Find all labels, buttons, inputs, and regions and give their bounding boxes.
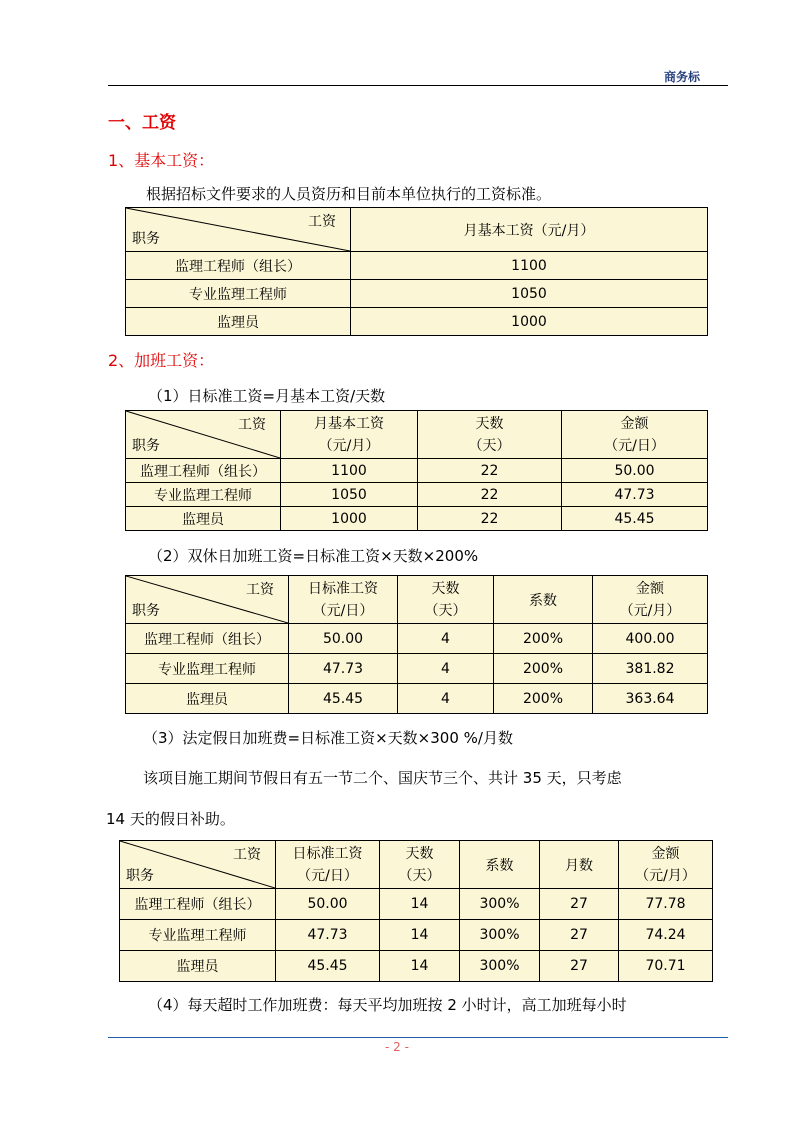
- paragraph-weekend: （2）双休日加班工资=日标准工资×天数×200%: [148, 547, 479, 565]
- basic-wage-table: [125, 207, 708, 336]
- column-header: 月数: [540, 841, 619, 889]
- column-header: 金额 （元/月）: [593, 576, 708, 624]
- column-header: 系数: [494, 576, 593, 624]
- holiday-overtime-table: [119, 840, 713, 982]
- weekend-overtime-table: [125, 575, 708, 714]
- column-header: 月基本工资（元/月）: [351, 208, 708, 252]
- table-row: [126, 280, 708, 308]
- column-header: 日标准工资 （元/日）: [276, 841, 380, 889]
- column-header: 金额 （元/月）: [619, 841, 713, 889]
- diagonal-header-cell: [126, 576, 289, 624]
- table-row: [126, 252, 708, 280]
- value-cell: 1000: [351, 308, 708, 336]
- column-header: 天数 （天）: [380, 841, 460, 889]
- footer-rule: [108, 1037, 728, 1038]
- value-cell: 1100: [351, 252, 708, 280]
- table-row: 监理员 1000 22 45.45: [126, 507, 708, 531]
- role-cell: 监理工程师（组长）: [126, 252, 351, 280]
- table-row: 监理工程师（组长） 50.00 4 200% 400.00: [126, 624, 708, 654]
- page-number: - 2 -: [385, 1040, 409, 1054]
- paragraph-holiday-formula: （3）法定假日加班费=日标准工资×天数×300 %/月数: [143, 729, 513, 747]
- header-title: 商务标: [663, 70, 700, 84]
- role-cell: 监理员: [126, 308, 351, 336]
- header-rule: [108, 85, 728, 86]
- diag-bottom-label: 职务: [132, 603, 160, 619]
- table-row: 监理工程师（组长） 1100 22 50.00: [126, 459, 708, 483]
- diag-top-label: 工资: [308, 214, 336, 230]
- role-cell: 专业监理工程师: [126, 280, 351, 308]
- table-row: [126, 308, 708, 336]
- section-title: 一、工资: [108, 113, 176, 133]
- diag-bottom-label: 职务: [126, 868, 154, 884]
- table-row: 监理工程师（组长） 50.00 14 300% 27 77.78: [120, 889, 713, 920]
- table-row: 专业监理工程师 47.73 14 300% 27 74.24: [120, 920, 713, 951]
- paragraph-basic: 根据招标文件要求的人员资历和目前本单位执行的工资标准。: [146, 185, 552, 203]
- diag-top-label: 工资: [246, 582, 274, 598]
- diagonal-header-cell: [126, 208, 351, 252]
- diag-top-label: 工资: [238, 417, 266, 433]
- diagonal-header-cell: [126, 411, 281, 459]
- column-header: 天数 （天）: [418, 411, 562, 459]
- daily-wage-table: [125, 410, 708, 531]
- column-header: 日标准工资 （元/日）: [289, 576, 398, 624]
- subsection-title-basic: 1、基本工资：: [108, 151, 215, 170]
- table-row: 监理员 45.45 14 300% 27 70.71: [120, 951, 713, 982]
- diagonal-header-cell: [120, 841, 276, 889]
- column-header: 天数 （天）: [398, 576, 494, 624]
- diag-top-label: 工资: [233, 847, 261, 863]
- table-row: 监理员 45.45 4 200% 363.64: [126, 684, 708, 714]
- subsection-title-overtime: 2、加班工资：: [108, 351, 215, 370]
- column-header: 系数: [460, 841, 540, 889]
- paragraph-extra-hours: （4）每天超时工作加班费：每天平均加班按 2 小时计，高工加班每小时: [148, 996, 627, 1014]
- diag-bottom-label: 职务: [132, 231, 160, 247]
- paragraph-holiday-days: 该项目施工期间节假日有五一节二个、国庆节三个、共计 35 天，只考虑: [143, 769, 622, 787]
- column-header: 金额 （元/日）: [562, 411, 708, 459]
- table-row: 专业监理工程师 1050 22 47.73: [126, 483, 708, 507]
- value-cell: 1050: [351, 280, 708, 308]
- diag-bottom-label: 职务: [132, 438, 160, 454]
- paragraph-holiday-days-cont: 14 天的假日补助。: [106, 810, 235, 828]
- table-row: 专业监理工程师 47.73 4 200% 381.82: [126, 654, 708, 684]
- column-header: 月基本工资 （元/月）: [281, 411, 418, 459]
- paragraph-daily-wage: （1）日标准工资=月基本工资/天数: [148, 387, 386, 405]
